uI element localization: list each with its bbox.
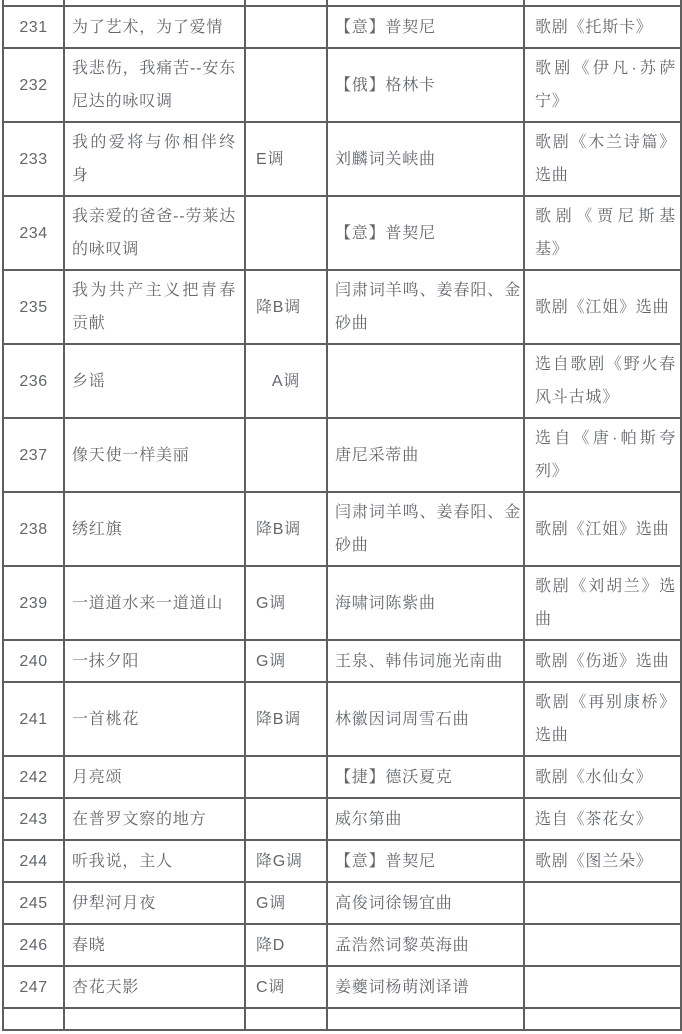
cell-key: A调	[245, 344, 327, 418]
cell-title: 春晓	[64, 924, 245, 966]
cell-composer: 林徽因词周雪石曲	[327, 682, 524, 756]
cell-source	[524, 882, 681, 924]
cell-title: 我亲爱的爸爸--劳莱达的咏叹调	[64, 196, 245, 270]
cell-composer: 高俊词徐锡宜曲	[327, 882, 524, 924]
cell-title: 绣红旗	[64, 492, 245, 566]
cell-title: 我为共产主义把青春贡献	[64, 270, 245, 344]
cell-number: 246	[3, 924, 64, 966]
cell-source: 歌剧《江姐》选曲	[524, 492, 681, 566]
cell-number: 242	[3, 756, 64, 798]
empty-cell	[64, 1008, 245, 1030]
cell-number: 232	[3, 48, 64, 122]
cell-composer: 刘麟词关峡曲	[327, 122, 524, 196]
cell-key	[245, 196, 327, 270]
cell-title: 月亮颂	[64, 756, 245, 798]
cell-composer: 【意】普契尼	[327, 196, 524, 270]
table-row	[3, 756, 681, 798]
cell-key: C调	[245, 966, 327, 1008]
cell-number: 233	[3, 122, 64, 196]
cell-number: 239	[3, 566, 64, 640]
cell-key: G调	[245, 882, 327, 924]
cell-title: 一道道水来一道道山	[64, 566, 245, 640]
cell-source	[524, 924, 681, 966]
table-row	[3, 122, 681, 196]
cell-title: 伊犁河月夜	[64, 882, 245, 924]
cell-number: 231	[3, 6, 64, 48]
cell-composer: 海啸词陈紫曲	[327, 566, 524, 640]
cell-number: 240	[3, 640, 64, 682]
cell-source: 歌剧《伊凡·苏萨宁》	[524, 48, 681, 122]
cell-number: 237	[3, 418, 64, 492]
cell-key: G调	[245, 640, 327, 682]
cell-composer	[327, 344, 524, 418]
table-row	[3, 682, 681, 756]
table-row	[3, 966, 681, 1008]
table-row	[3, 418, 681, 492]
cell-source	[524, 966, 681, 1008]
cell-composer: 【意】普契尼	[327, 840, 524, 882]
cell-number: 244	[3, 840, 64, 882]
cell-number: 238	[3, 492, 64, 566]
cell-composer: 姜夔词杨萌浏译谱	[327, 966, 524, 1008]
table-row	[3, 882, 681, 924]
cell-source: 选自《唐·帕斯夸列》	[524, 418, 681, 492]
cell-source: 歌剧《图兰朵》	[524, 840, 681, 882]
table-row	[3, 344, 681, 418]
cell-key	[245, 798, 327, 840]
cell-composer: 威尔第曲	[327, 798, 524, 840]
song-table	[2, 0, 682, 1031]
cell-title: 一抹夕阳	[64, 640, 245, 682]
table-row	[3, 640, 681, 682]
cell-source: 歌剧《江姐》选曲	[524, 270, 681, 344]
empty-cell	[524, 1008, 681, 1030]
table-row	[3, 196, 681, 270]
cell-title: 我的爱将与你相伴终身	[64, 122, 245, 196]
cell-title: 像天使一样美丽	[64, 418, 245, 492]
cell-source: 选自歌剧《野火春风斗古城》	[524, 344, 681, 418]
cell-key: 降D	[245, 924, 327, 966]
empty-cell	[327, 1008, 524, 1030]
partial-row-bottom	[3, 1008, 681, 1030]
table-row	[3, 492, 681, 566]
table-row	[3, 6, 681, 48]
cell-source: 歌剧《水仙女》	[524, 756, 681, 798]
cell-key: G调	[245, 566, 327, 640]
cell-source: 歌剧《贾尼斯基基》	[524, 196, 681, 270]
cell-number: 234	[3, 196, 64, 270]
empty-cell	[3, 1008, 64, 1030]
empty-cell	[245, 1008, 327, 1030]
table-row	[3, 566, 681, 640]
cell-title: 我悲伤，我痛苦--安东尼达的咏叹调	[64, 48, 245, 122]
cell-source: 歌剧《木兰诗篇》选曲	[524, 122, 681, 196]
cell-composer: 【捷】德沃夏克	[327, 756, 524, 798]
cell-source: 选自《茶花女》	[524, 798, 681, 840]
cell-key	[245, 6, 327, 48]
cell-title: 一首桃花	[64, 682, 245, 756]
cell-composer: 唐尼采蒂曲	[327, 418, 524, 492]
cell-composer: 【意】普契尼	[327, 6, 524, 48]
cell-number: 235	[3, 270, 64, 344]
cell-number: 247	[3, 966, 64, 1008]
cell-composer: 【俄】格林卡	[327, 48, 524, 122]
cell-key	[245, 756, 327, 798]
cell-title: 杏花天影	[64, 966, 245, 1008]
cell-number: 241	[3, 682, 64, 756]
table-row	[3, 924, 681, 966]
song-table-body	[3, 0, 681, 1030]
cell-number: 245	[3, 882, 64, 924]
cell-composer: 闫肃词羊鸣、姜春阳、金砂曲	[327, 270, 524, 344]
cell-key	[245, 48, 327, 122]
cell-composer: 王泉、韩伟词施光南曲	[327, 640, 524, 682]
table-row	[3, 270, 681, 344]
cell-composer: 孟浩然词黎英海曲	[327, 924, 524, 966]
cell-title: 乡谣	[64, 344, 245, 418]
cell-composer: 闫肃词羊鸣、姜春阳、金砂曲	[327, 492, 524, 566]
cell-source: 歌剧《刘胡兰》选曲	[524, 566, 681, 640]
cell-number: 243	[3, 798, 64, 840]
cell-source: 歌剧《托斯卡》	[524, 6, 681, 48]
cell-key: E调	[245, 122, 327, 196]
cell-key: 降B调	[245, 682, 327, 756]
cell-number: 236	[3, 344, 64, 418]
cell-key	[245, 418, 327, 492]
table-row	[3, 840, 681, 882]
cell-title: 听我说，主人	[64, 840, 245, 882]
cell-key: 降B调	[245, 492, 327, 566]
cell-title: 为了艺术，为了爱情	[64, 6, 245, 48]
cell-title: 在普罗文察的地方	[64, 798, 245, 840]
table-row	[3, 48, 681, 122]
table-row	[3, 798, 681, 840]
cell-source: 歌剧《再别康桥》选曲	[524, 682, 681, 756]
cell-key: 降G调	[245, 840, 327, 882]
cell-key: 降B调	[245, 270, 327, 344]
cell-source: 歌剧《伤逝》选曲	[524, 640, 681, 682]
